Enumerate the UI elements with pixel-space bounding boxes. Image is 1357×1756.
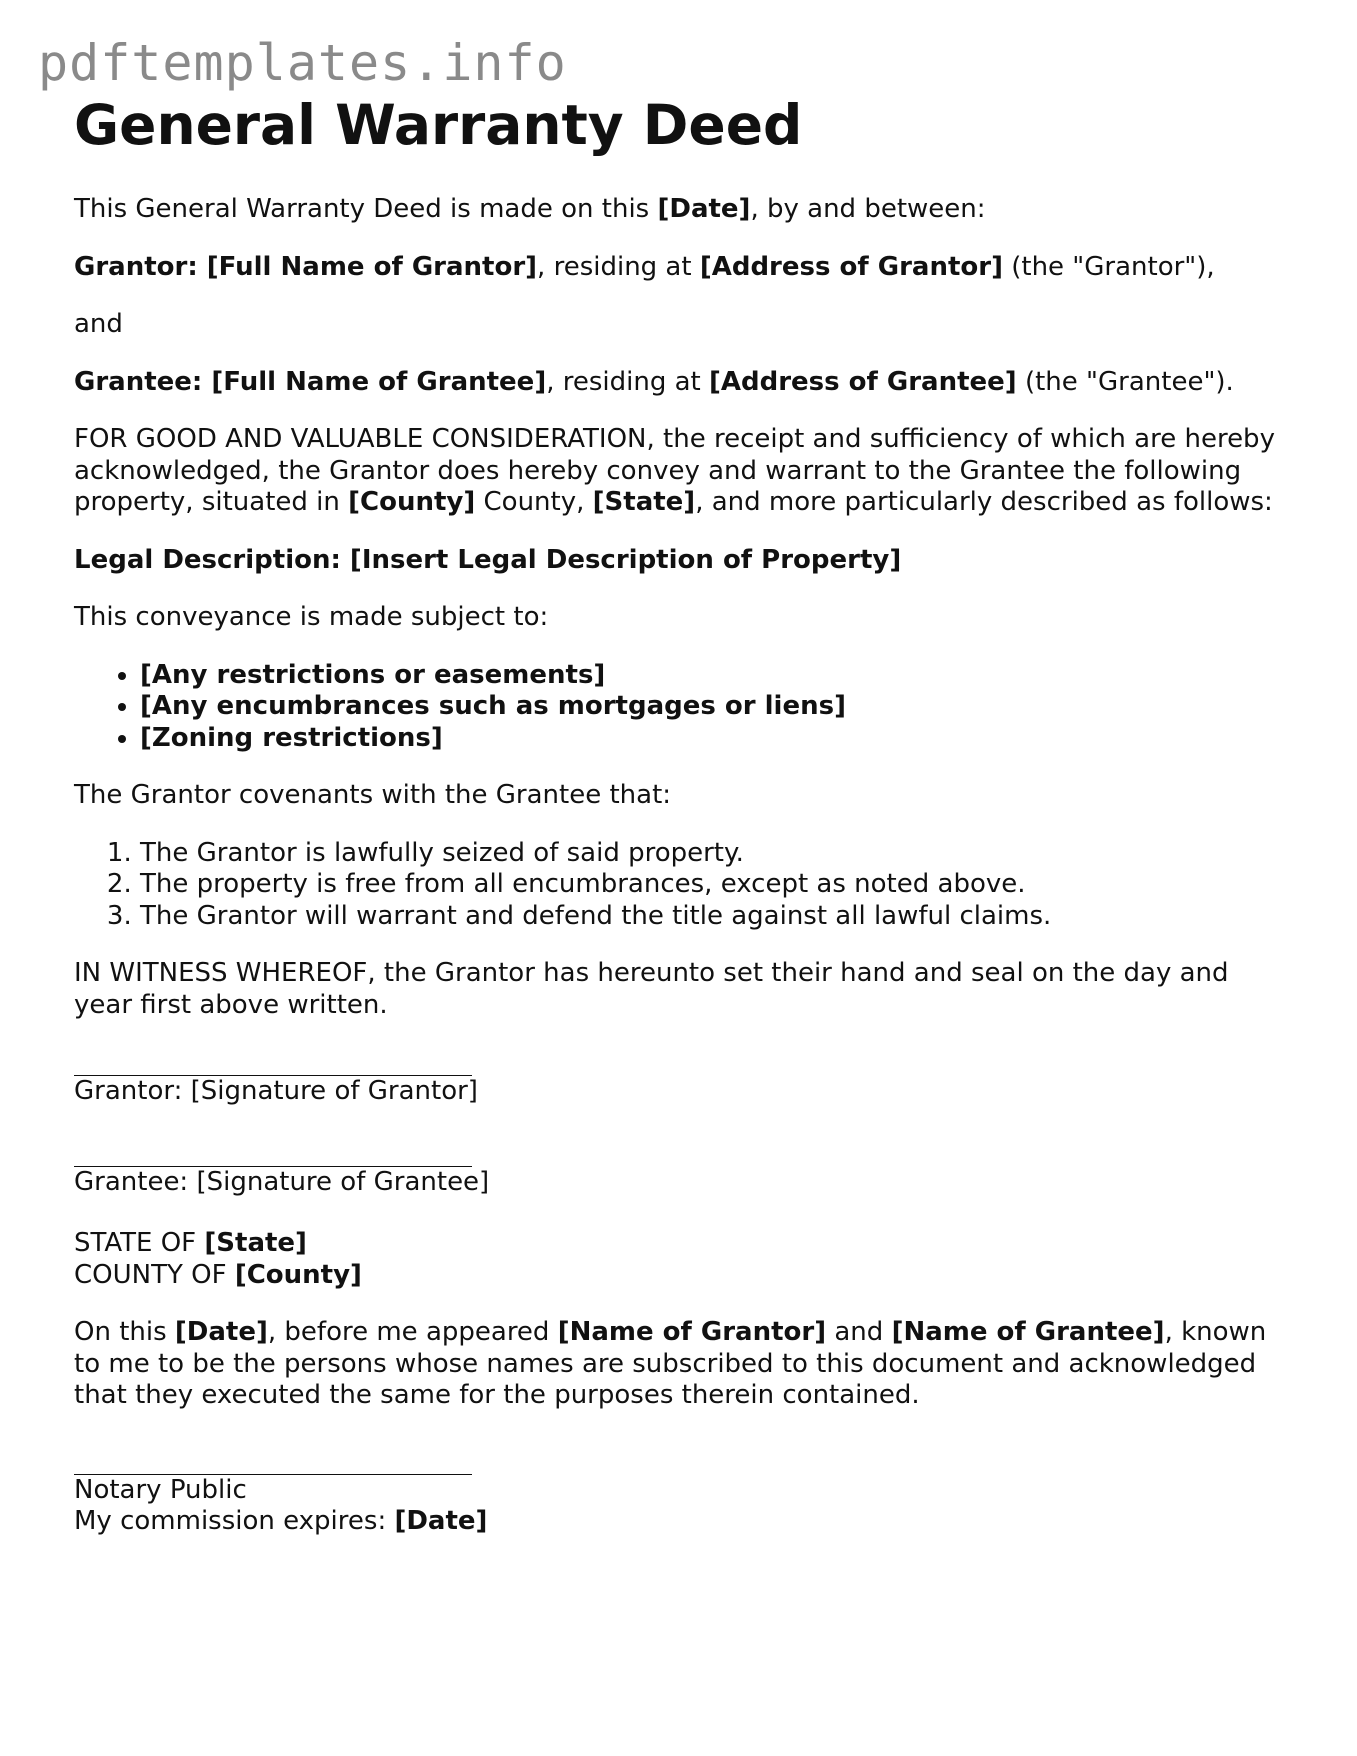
ack-text-end: , known to me to be the persons whose names are subscribed to this document and acknowledged that they executed the same for the purposes therein contained.: [74, 1317, 1267, 1410]
ack-grantor: [Name of Grantor]: [557, 1317, 827, 1347]
legal-description-text: Legal Description: [Insert Legal Description of Property]: [74, 544, 902, 575]
subject-item-text: [Any restrictions or easements]: [140, 659, 606, 690]
county-label: COUNTY OF: [74, 1259, 235, 1290]
commission-date: [Date]: [394, 1506, 488, 1536]
covenants-list: [74, 838, 1284, 933]
list-item: [140, 723, 1284, 755]
grantor-defined: (the "Grantor"),: [1002, 251, 1215, 282]
consideration-paragraph: [74, 424, 1284, 519]
intro-text-end: , by and between:: [750, 194, 986, 224]
document-page: [74, 92, 1284, 1568]
legal-description: [74, 545, 1284, 577]
intro-paragraph: [74, 194, 1284, 226]
consideration-county-label: County,: [475, 487, 593, 517]
consideration-text: FOR GOOD AND VALUABLE CONSIDERATION, the receipt and sufficiency of which are hereby acknowledged, the Grantor does hereby convey and warrant to the Grantee the following property, situated in: [74, 424, 1275, 517]
watermark: pdftemplates.info: [38, 34, 567, 92]
signature-line[interactable]: [74, 1138, 472, 1167]
ack-date: [Date]: [174, 1317, 268, 1347]
ack-text: , before me appeared: [267, 1317, 558, 1347]
grantee-residing: , residing at: [546, 366, 709, 397]
subject-intro: This conveyance is made subject to:: [74, 602, 549, 632]
witness-paragraph: IN WITNESS WHEREOF, the Grantor has hereunto set their hand and seal on the day and year first above written.: [74, 958, 1229, 1020]
state-value: [State]: [204, 1228, 307, 1258]
grantee-address: [Address of Grantee]: [708, 366, 1017, 397]
grantor-signature-block: [74, 1047, 1284, 1108]
and-paragraph: and: [74, 309, 123, 339]
grantor-residing: , residing at: [537, 251, 700, 282]
grantee-name: Grantee: [Full Name of Grantee]: [74, 366, 547, 397]
grantee-signature-label: Grantee: [Signature of Grantee]: [74, 1166, 490, 1197]
consideration-text-end: , and more particularly described as follows:: [695, 487, 1273, 517]
subject-list: [74, 660, 1284, 755]
county-line: [74, 1260, 1284, 1292]
notary-signature-block: [74, 1446, 1284, 1538]
commission-line: [74, 1506, 1284, 1538]
grantor-paragraph: [74, 252, 1284, 284]
grantee-paragraph: [74, 367, 1284, 399]
ack-text: and: [826, 1317, 892, 1347]
intro-text: This General Warranty Deed is made on this: [74, 194, 658, 224]
ack-grantee: [Name of Grantee]: [891, 1317, 1165, 1347]
subject-item-text: [Zoning restrictions]: [140, 722, 443, 753]
list-item: 2. The property is free from all encumbrances, except as noted above.: [140, 869, 1284, 901]
list-item: 1. The Grantor is lawfully seized of said property.: [140, 838, 1284, 870]
state-line: [74, 1228, 1284, 1260]
grantee-defined: (the "Grantee").: [1016, 366, 1234, 397]
consideration-county: [County]: [348, 487, 476, 517]
subject-item-text: [Any encumbrances such as mortgages or liens]: [140, 691, 846, 721]
signature-line[interactable]: [74, 1047, 472, 1076]
ack-text: On this: [74, 1317, 175, 1347]
grantor-address: [Address of Grantor]: [699, 251, 1003, 282]
notary-title: Notary Public: [74, 1474, 247, 1505]
intro-date: [Date]: [657, 194, 751, 224]
acknowledgment-paragraph: [74, 1317, 1284, 1412]
consideration-state: [State]: [592, 487, 696, 517]
grantor-signature-label: Grantor: [Signature of Grantor]: [74, 1076, 478, 1106]
list-item: [140, 691, 1284, 723]
commission-label: My commission expires:: [74, 1506, 395, 1536]
grantee-signature-block: [74, 1138, 1284, 1199]
grantor-name: Grantor: [Full Name of Grantor]: [74, 251, 538, 282]
state-label: STATE OF: [74, 1228, 205, 1258]
county-value: [County]: [234, 1259, 362, 1290]
list-item: [140, 660, 1284, 692]
document-title: General Warranty Deed: [74, 93, 803, 157]
covenants-intro: The Grantor covenants with the Grantee that:: [74, 780, 672, 810]
list-item: 3. The Grantor will warrant and defend the title against all lawful claims.: [140, 901, 1284, 933]
signature-line[interactable]: [74, 1446, 472, 1475]
